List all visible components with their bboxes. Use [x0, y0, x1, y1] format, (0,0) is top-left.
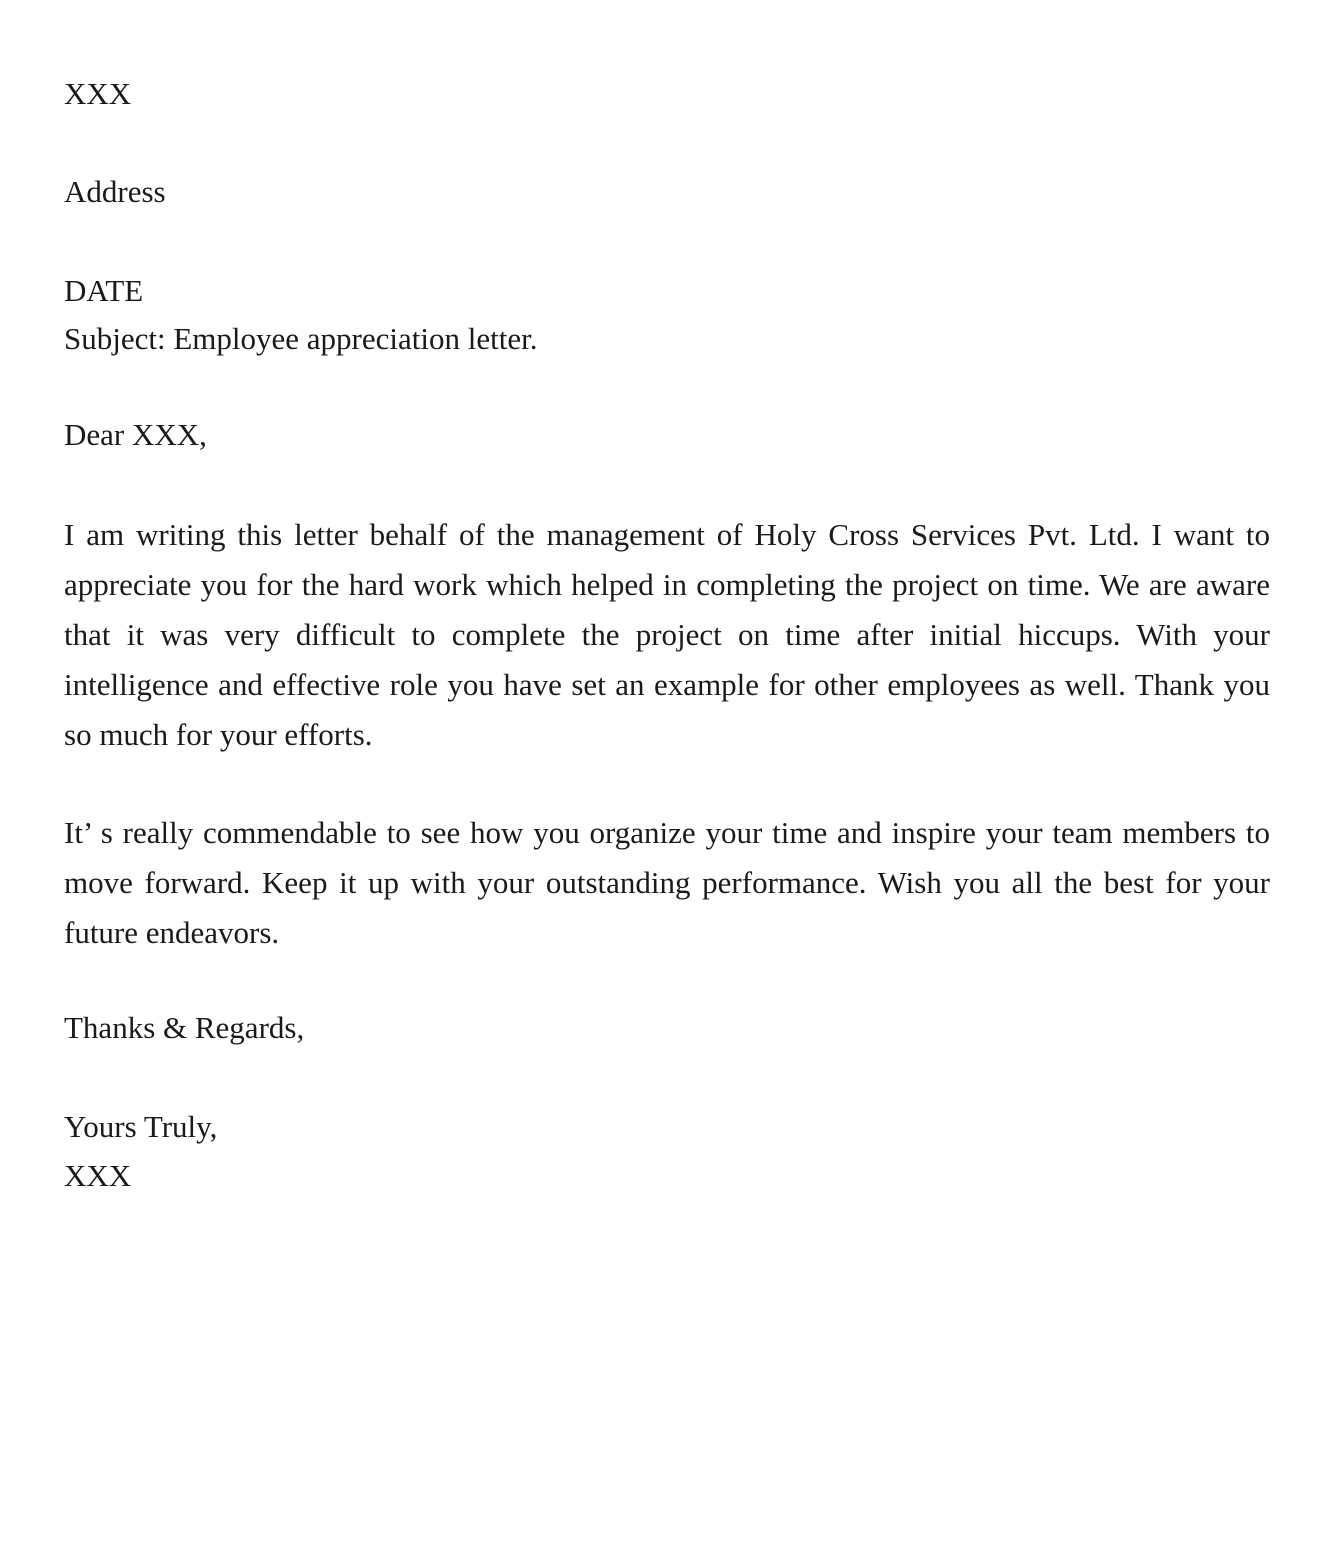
letter-subject: Subject: Employee appreciation letter. — [64, 321, 538, 356]
closing: Thanks & Regards, — [64, 1010, 305, 1045]
sign-off: Yours Truly, — [64, 1109, 218, 1144]
sender-address: Address — [64, 174, 166, 209]
signature-name: XXX — [64, 1158, 132, 1193]
sender-name: XXX — [64, 76, 132, 111]
body-paragraph-1: I am writing this letter behalf of the management of Holy Cross Services Pvt. Ltd. I want to appreciate you for the hard work which helped in completing the project on time. We are aware that it was very difficult to complete the project on time after initial hiccups. With your intelligence and effective role you have set an example for other employees as well. Thank you so much for your efforts. — [64, 517, 1270, 752]
letter-date: DATE — [64, 273, 144, 308]
body-paragraph-2: It’ s really commendable to see how you organize your time and inspire your team members to move forward. Keep it up with your outstanding performance. Wish you all the best for your future endeavors. — [64, 815, 1270, 950]
salutation: Dear XXX, — [64, 417, 207, 452]
